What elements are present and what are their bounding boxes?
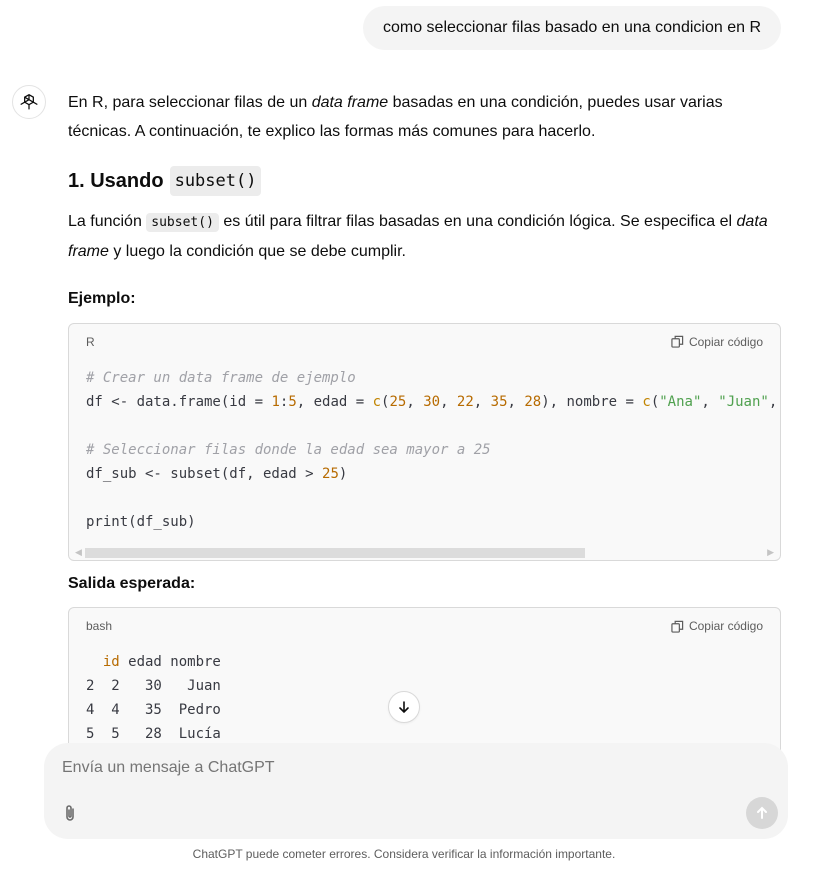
- scroll-right-icon[interactable]: ▶: [767, 546, 774, 557]
- example-label: Ejemplo:: [68, 290, 136, 307]
- code-header: [69, 608, 780, 644]
- description-paragraph: La función subset() es útil para filtrar filas basadas en una condición lógica. Se especifica el data frame y luego la condición que se debe cumplir.: [68, 213, 768, 260]
- scroll-left-icon[interactable]: ◀: [75, 546, 82, 557]
- intro-paragraph: En R, para seleccionar filas de un data frame basadas en una condición, puedes usar varias técnicas. A continuación, te explico las formas más comunes para hacerlo.: [68, 94, 723, 140]
- disclaimer-footer: ChatGPT puede cometer errores. Considera verificar la información importante.: [192, 847, 616, 861]
- code-content: # Crear un data frame de ejemplo df <- data.frame(id = 1:5, edad = c(25, 30, 22, 35, 28), nombre = c("Ana", "Juan", # Seleccionar filas donde la edad sea mayor a 25 df_sub <- subset(df, edad > 25) print(df_sub): [86, 369, 786, 530]
- copy-code-button[interactable]: Copiar código: [671, 619, 763, 633]
- inline-code: subset(): [146, 213, 219, 232]
- attach-icon[interactable]: [61, 803, 79, 828]
- user-message-text: como seleccionar filas basado en una condicion en R: [382, 19, 761, 36]
- code-header: [69, 324, 780, 360]
- arrow-down-icon: [397, 700, 411, 714]
- send-button[interactable]: [746, 797, 778, 829]
- message-input[interactable]: [62, 759, 702, 777]
- chatgpt-avatar: [12, 85, 46, 119]
- code-language: bash: [86, 619, 113, 633]
- message-composer: [44, 743, 788, 839]
- code-block-bash: [68, 607, 781, 761]
- horizontal-scrollbar[interactable]: [69, 546, 780, 560]
- code-language: R: [86, 334, 95, 349]
- copy-icon: [671, 620, 684, 633]
- scroll-thumb[interactable]: [85, 548, 585, 558]
- section-heading: 1. Usando subset(): [68, 166, 781, 196]
- inline-code: subset(): [170, 166, 262, 196]
- copy-code-button[interactable]: Copiar código: [671, 335, 763, 349]
- output-label: Salida esperada:: [68, 574, 196, 592]
- user-message-bubble: [363, 6, 781, 50]
- arrow-up-icon: [755, 806, 769, 820]
- scroll-to-bottom-button[interactable]: [388, 691, 420, 723]
- code-block-r: [68, 323, 786, 561]
- code-content: id edad nombre 2 2 30 Juan 4 4 35 Pedro 5 5 28 Lucía: [86, 654, 221, 742]
- assistant-response: [68, 89, 786, 761]
- openai-logo-icon: [19, 92, 39, 112]
- copy-icon: [671, 335, 684, 348]
